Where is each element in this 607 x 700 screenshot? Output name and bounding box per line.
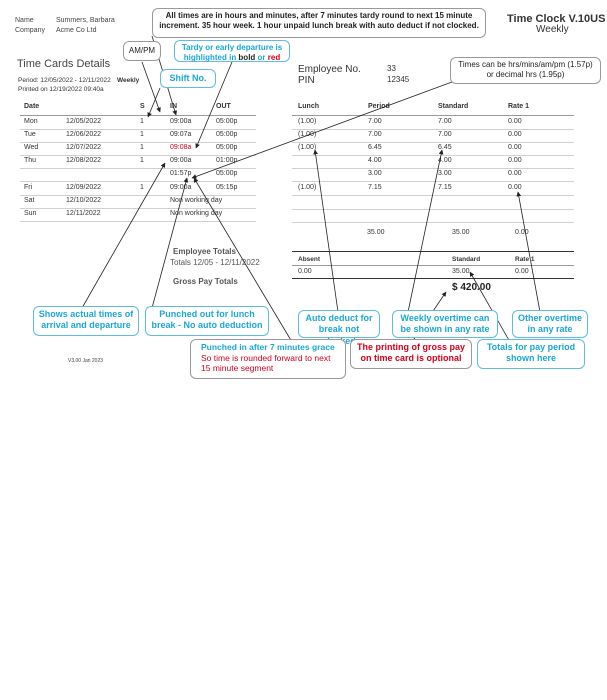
col-header-shift: S [140, 103, 145, 110]
cell-in: 09:07a [170, 131, 192, 138]
totals-absent: 0.00 [298, 268, 312, 275]
callout-weekly-ot: Weekly overtime can be shown in any rate [392, 310, 498, 338]
cell-day: Sat [24, 197, 35, 204]
arrow-auto-deduct [315, 150, 338, 312]
cell-day: Tue [24, 131, 36, 138]
section-title: Time Cards Details [17, 58, 111, 70]
callout-other-ot: Other overtime in any rate [512, 310, 588, 338]
employee-no-value: 33 [387, 64, 396, 73]
cell-day: Thu [24, 157, 37, 164]
highlight-bold: bold [238, 53, 256, 62]
col-header-rate1: Rate 1 [508, 103, 530, 110]
callout-actual-times: Shows actual times of arrival and departure [33, 306, 139, 336]
cell-date: 12/06/2022 [66, 131, 102, 138]
app-subtitle: Weekly [536, 24, 569, 35]
callout-punched-out: Punched out for lunch break - No auto deduction [145, 306, 269, 336]
cell-lunch: (1.00) [298, 118, 317, 125]
arrow-time-format [192, 82, 452, 178]
cell-standard: 7.00 [438, 118, 452, 125]
cell-shift: 1 [140, 184, 144, 191]
callout-totals-shown: Totals for pay period shown here [477, 339, 585, 369]
version-text: V3.00 Jan 2023 [68, 358, 104, 364]
cell-standard: 3.00 [438, 170, 452, 177]
employee-name: Summers, Barbara [56, 17, 115, 24]
cell-shift: 1 [140, 144, 144, 151]
totals-header-standard: Standard [452, 256, 481, 263]
callout-grace [190, 339, 346, 379]
cell-period: 3.00 [368, 170, 382, 177]
total-rate1: 0.00 [515, 229, 529, 236]
employee-no-label: Employee No. [298, 64, 361, 75]
arrow-ampm-in [142, 62, 160, 112]
cell-in: Non working day [170, 197, 223, 204]
cell-shift: 1 [140, 118, 144, 125]
cell-date: 12/07/2022 [66, 144, 102, 151]
cell-date: 12/11/2022 [66, 210, 101, 217]
col-header-in: IN [170, 103, 177, 110]
period-type: Weekly [117, 77, 140, 84]
cell-rate1: 0.00 [508, 157, 522, 164]
cell-standard: 7.15 [438, 184, 452, 191]
cell-out: 05:00p [216, 144, 238, 151]
gross-pay-title: Gross Pay Totals [173, 277, 238, 286]
callout-top-note: All times are in hours and minutes, after 7 minutes tardy round to next 15 minute increment. 35 hour week. 1 hour unpaid lunch break with auto deduct if not clocked. [152, 8, 486, 38]
callout-shift-no: Shift No. [160, 69, 216, 88]
cell-rate1: 0.00 [508, 170, 522, 177]
highlight-or: or [255, 53, 268, 62]
cell-period: 7.15 [368, 184, 382, 191]
col-header-lunch: Lunch [298, 103, 319, 110]
employee-totals-title: Employee Totals [173, 247, 236, 256]
grace-body: So time is rounded forward to next 15 minute segment [201, 352, 331, 374]
total-standard: 35.00 [452, 229, 470, 236]
app-title: Time Clock V.10US [507, 13, 606, 25]
col-header-out: OUT [216, 103, 231, 110]
col-header-standard: Standard [438, 103, 469, 110]
callout-gross-optional: The printing of gross pay on time card is optional [350, 339, 472, 369]
arrow-actual-times [82, 163, 165, 308]
highlight-red: red [267, 53, 281, 62]
highlight-pre: Tardy or early departure is highlighted in [181, 43, 283, 62]
callout-ampm: AM/PM [123, 41, 161, 61]
pin-value: 12345 [387, 75, 410, 84]
cell-out: 05:15p [216, 184, 238, 191]
cell-day: Wed [24, 144, 39, 151]
cell-in: 09:00a [170, 184, 192, 191]
cell-shift: 1 [140, 157, 144, 164]
arrow-shift [148, 88, 160, 117]
cell-shift: 1 [140, 131, 144, 138]
callout-auto-deduct: Auto deduct for break not [298, 310, 380, 338]
cell-rate1: 0.00 [508, 184, 522, 191]
cell-date: 12/09/2022 [66, 184, 102, 191]
cell-date: 12/05/2022 [66, 118, 102, 125]
arrow-punched-out [152, 178, 187, 308]
name-label: Name [15, 17, 34, 24]
col-header-date: Date [24, 103, 40, 110]
cell-in: 01:57p [170, 170, 192, 177]
callout-time-format: Times can be hrs/mins/am/pm (1.57p) or decimal hrs (1.95p) [450, 57, 601, 84]
cell-in: Non working day [170, 210, 223, 217]
cell-period: 6.45 [368, 144, 382, 151]
employee-totals-period: Totals 12/05 - 12/11/2022 [170, 258, 260, 267]
pin-label: PIN [298, 75, 315, 86]
cell-in: 09:00a [170, 157, 192, 164]
cell-lunch: (1.00) [298, 184, 317, 191]
col-header-period: Period [368, 103, 390, 110]
cell-standard: 7.00 [438, 131, 452, 138]
cell-period: 7.00 [368, 118, 382, 125]
totals-header-absent: Absent [298, 256, 321, 263]
cell-in: 09:00a [170, 118, 192, 125]
totals-header-rate1: Rate 1 [515, 256, 535, 263]
cell-date: 12/10/2022 [66, 197, 102, 204]
cell-standard: 4.00 [438, 157, 452, 164]
cell-rate1: 0.00 [508, 131, 522, 138]
company-name: Acme Co Ltd [56, 27, 97, 34]
cell-lunch: (1.00) [298, 144, 317, 151]
cell-out: 05:00p [216, 131, 238, 138]
cell-rate1: 0.00 [508, 144, 522, 151]
cell-day: Fri [24, 184, 33, 191]
cell-period: 7.00 [368, 131, 382, 138]
printed-text: Printed on 12/19/2022 09:40a [18, 86, 104, 93]
gross-pay-amount: $ 420.00 [452, 282, 491, 293]
period-text: Period: 12/05/2022 - 12/11/2022 [18, 77, 111, 84]
arrow-weekly-ot [408, 150, 442, 312]
cell-day: Sun [24, 210, 37, 217]
totals-standard: 35.00 [452, 268, 470, 275]
cell-out: 05:00p [216, 118, 238, 125]
cell-standard: 6.45 [438, 144, 452, 151]
cell-date: 12/08/2022 [66, 157, 102, 164]
grace-title: Punched in after 7 minutes grace [201, 342, 335, 352]
cell-out: 01:00p [216, 157, 238, 164]
cell-in: 09:08a [170, 144, 192, 151]
callout-highlight [174, 40, 290, 62]
cell-day: Mon [24, 118, 38, 125]
cell-rate1: 0.00 [508, 118, 522, 125]
arrow-other-ot [518, 192, 540, 312]
cell-out: 05:00p [216, 170, 238, 177]
totals-rate1: 0.00 [515, 268, 529, 275]
company-label: Company [15, 27, 45, 34]
cell-lunch: (1.00) [298, 131, 317, 138]
total-period: 35.00 [367, 229, 385, 236]
cell-period: 4.00 [368, 157, 382, 164]
